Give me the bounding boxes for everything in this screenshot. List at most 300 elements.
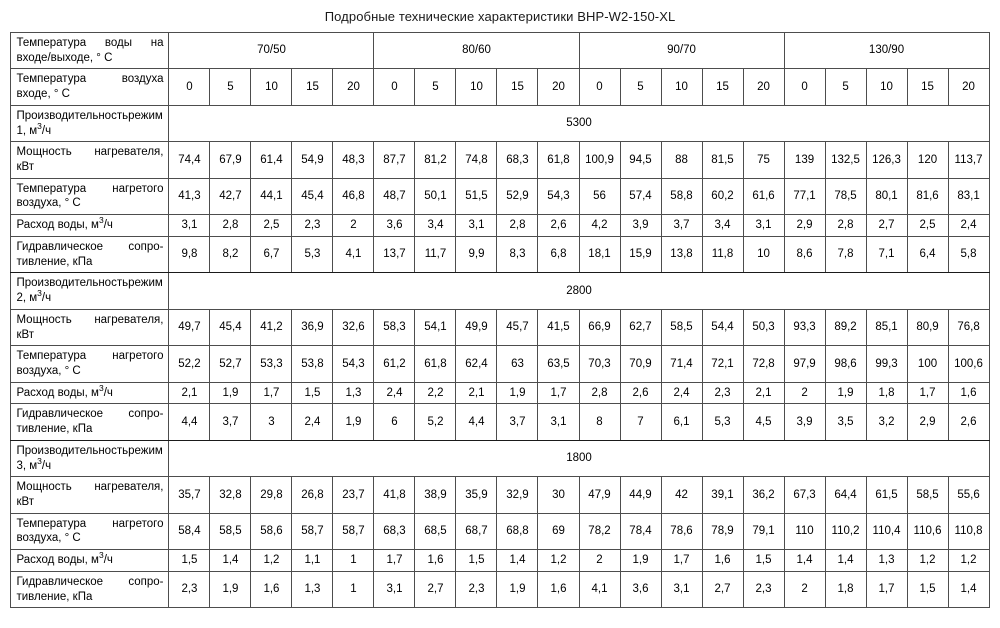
cell-water_flow-20: 2,4 <box>948 215 989 237</box>
cell-heated_air_temp-16: 77,1 <box>784 178 825 214</box>
cell-hydraulic_resistance-14: 2,7 <box>702 571 743 607</box>
cell-heated_air_temp-17: 110,2 <box>825 513 866 549</box>
cell-heated_air_temp-11: 78,2 <box>579 513 620 549</box>
cell-heater_power-18: 126,3 <box>866 142 907 178</box>
cell-water_flow-6: 2,4 <box>374 382 415 404</box>
cell-heated_air_temp-16: 110 <box>784 513 825 549</box>
cell-heated_air_temp-15: 61,6 <box>743 178 784 214</box>
cell-hydraulic_resistance-11: 18,1 <box>579 236 620 272</box>
cell-water_flow-14: 3,4 <box>702 215 743 237</box>
cell-heater_power-4: 26,8 <box>292 477 333 513</box>
cell-water_flow-2: 1,9 <box>210 382 251 404</box>
cell-water_flow-6: 3,6 <box>374 215 415 237</box>
cell-heater_power-16: 67,3 <box>784 477 825 513</box>
cell-heated_air_temp-1: 58,4 <box>169 513 210 549</box>
cell-water_flow-12: 1,9 <box>620 550 661 572</box>
water-temp-header-line-1: Температура воды на <box>16 37 164 49</box>
cell-heater_power-12: 62,7 <box>620 309 661 345</box>
cell-heater_power-16: 93,3 <box>784 309 825 345</box>
table-row <box>11 513 989 549</box>
heated-air-temp-label-line-1: Температура нагретого <box>16 182 164 195</box>
cell-water_flow-16: 1,4 <box>784 550 825 572</box>
cell-hydraulic_resistance-19: 6,4 <box>907 236 948 272</box>
capacity-mode-3-value: 1800 <box>169 440 989 476</box>
cell-heater_power-12: 94,5 <box>620 142 661 178</box>
capacity-label-line-1: Производительность <box>16 444 129 457</box>
cell-heater_power-2: 45,4 <box>210 309 251 345</box>
cell-hydraulic_resistance-14: 11,8 <box>702 236 743 272</box>
cell-hydraulic_resistance-19: 1,5 <box>907 571 948 607</box>
cell-hydraulic_resistance-6: 6 <box>374 404 415 440</box>
air-temp-col-13: 10 <box>661 69 702 105</box>
air-temp-col-9: 15 <box>497 69 538 105</box>
hydraulic-resistance-label <box>11 571 169 607</box>
cell-water_flow-4: 1,5 <box>292 382 333 404</box>
cell-hydraulic_resistance-6: 13,7 <box>374 236 415 272</box>
cell-hydraulic_resistance-6: 3,1 <box>374 571 415 607</box>
cell-heated_air_temp-14: 60,2 <box>702 178 743 214</box>
cell-heater_power-11: 47,9 <box>579 477 620 513</box>
water-temp-header-line-2: входе/выходе, ° С <box>16 51 113 64</box>
cell-hydraulic_resistance-20: 1,4 <box>948 571 989 607</box>
hydraulic-resistance-label-line-1: Гидравлическое сопро- <box>16 408 164 421</box>
cell-heated_air_temp-4: 58,7 <box>292 513 333 549</box>
cell-heated_air_temp-14: 72,1 <box>702 346 743 382</box>
cell-hydraulic_resistance-18: 3,2 <box>866 404 907 440</box>
cell-water_flow-12: 2,6 <box>620 382 661 404</box>
cell-heater_power-10: 61,8 <box>538 142 579 178</box>
cell-water_flow-3: 1,2 <box>251 550 292 572</box>
cell-heater_power-17: 64,4 <box>825 477 866 513</box>
cell-heated_air_temp-12: 70,9 <box>620 346 661 382</box>
cell-heater_power-16: 139 <box>784 142 825 178</box>
cell-hydraulic_resistance-7: 5,2 <box>415 404 456 440</box>
cell-heater_power-18: 85,1 <box>866 309 907 345</box>
cell-heated_air_temp-20: 110,8 <box>948 513 989 549</box>
cell-water_flow-8: 1,5 <box>456 550 497 572</box>
cell-heater_power-6: 58,3 <box>374 309 415 345</box>
heated-air-temp-label <box>11 178 169 214</box>
hydraulic-resistance-label <box>11 404 169 440</box>
cell-heated_air_temp-10: 63,5 <box>538 346 579 382</box>
heater-power-label <box>11 477 169 513</box>
capacity-label-line-1: Производительность <box>16 277 129 290</box>
water-flow-label-line-1: Расход воды, $м^3/ч$ <box>16 550 113 567</box>
cell-heater_power-3: 61,4 <box>251 142 292 178</box>
water-flow-label <box>11 215 169 237</box>
cell-hydraulic_resistance-18: 7,1 <box>866 236 907 272</box>
cell-heated_air_temp-9: 63 <box>497 346 538 382</box>
cell-water_flow-5: 2 <box>333 215 374 237</box>
cell-hydraulic_resistance-8: 9,9 <box>456 236 497 272</box>
cell-heated_air_temp-19: 110,6 <box>907 513 948 549</box>
air-temp-col-3: 10 <box>251 69 292 105</box>
cell-heater_power-7: 81,2 <box>415 142 456 178</box>
cell-hydraulic_resistance-2: 8,2 <box>210 236 251 272</box>
cell-hydraulic_resistance-16: 2 <box>784 571 825 607</box>
cell-hydraulic_resistance-2: 1,9 <box>210 571 251 607</box>
cell-heater_power-4: 36,9 <box>292 309 333 345</box>
heated-air-temp-label-line-1: Температура нагретого <box>16 517 164 530</box>
cell-water_flow-13: 2,4 <box>661 382 702 404</box>
table-row <box>11 178 989 214</box>
hydraulic-resistance-label-line-2: тивление, кПа <box>16 590 93 603</box>
cell-heated_air_temp-6: 48,7 <box>374 178 415 214</box>
air-temp-col-5: 20 <box>333 69 374 105</box>
cell-heated_air_temp-5: 46,8 <box>333 178 374 214</box>
cell-water_flow-11: 2 <box>579 550 620 572</box>
cell-water_flow-7: 3,4 <box>415 215 456 237</box>
cell-heated_air_temp-19: 81,6 <box>907 178 948 214</box>
table-row <box>11 215 989 237</box>
water-flow-label-line-1: Расход воды, $м^3/ч$ <box>16 382 113 399</box>
cell-heater_power-17: 132,5 <box>825 142 866 178</box>
cell-hydraulic_resistance-11: 4,1 <box>579 571 620 607</box>
cell-heated_air_temp-17: 78,5 <box>825 178 866 214</box>
cell-heater_power-15: 36,2 <box>743 477 784 513</box>
cell-hydraulic_resistance-17: 1,8 <box>825 571 866 607</box>
cell-hydraulic_resistance-17: 7,8 <box>825 236 866 272</box>
air-temp-col-7: 5 <box>415 69 456 105</box>
cell-hydraulic_resistance-4: 2,4 <box>292 404 333 440</box>
water-flow-label-line-1: Расход воды, $м^3/ч$ <box>16 215 113 232</box>
cell-water_flow-16: 2 <box>784 382 825 404</box>
cell-heater_power-11: 100,9 <box>579 142 620 178</box>
cell-water_flow-18: 2,7 <box>866 215 907 237</box>
hydraulic-resistance-label-line-2: тивление, кПа <box>16 255 93 268</box>
cell-water_flow-1: 2,1 <box>169 382 210 404</box>
table-row <box>11 309 989 345</box>
heater-power-label-line-2: кВт <box>16 495 35 508</box>
cell-heater_power-17: 89,2 <box>825 309 866 345</box>
cell-hydraulic_resistance-1: 9,8 <box>169 236 210 272</box>
capacity-label-line-1: Производительность <box>16 109 129 122</box>
cell-heater_power-20: 113,7 <box>948 142 989 178</box>
cell-heated_air_temp-8: 51,5 <box>456 178 497 214</box>
group-header-130-90: 130/90 <box>784 33 989 69</box>
cell-heated_air_temp-2: 42,7 <box>210 178 251 214</box>
cell-heater_power-20: 55,6 <box>948 477 989 513</box>
air-temp-header <box>11 69 169 105</box>
cell-heated_air_temp-12: 57,4 <box>620 178 661 214</box>
cell-water_flow-8: 3,1 <box>456 215 497 237</box>
cell-water_flow-4: 1,1 <box>292 550 333 572</box>
cell-hydraulic_resistance-5: 4,1 <box>333 236 374 272</box>
cell-hydraulic_resistance-12: 15,9 <box>620 236 661 272</box>
air-temp-col-18: 10 <box>866 69 907 105</box>
water-flow-label <box>11 382 169 404</box>
air-temp-col-11: 0 <box>579 69 620 105</box>
cell-hydraulic_resistance-12: 7 <box>620 404 661 440</box>
cell-water_flow-16: 2,9 <box>784 215 825 237</box>
cell-heater_power-1: 74,4 <box>169 142 210 178</box>
cell-hydraulic_resistance-9: 1,9 <box>497 571 538 607</box>
capacity-mode-2-value: 2800 <box>169 273 989 309</box>
air-temp-col-17: 5 <box>825 69 866 105</box>
water-temp-header <box>11 33 169 69</box>
table-row <box>11 571 989 607</box>
cell-hydraulic_resistance-16: 8,6 <box>784 236 825 272</box>
cell-heated_air_temp-17: 98,6 <box>825 346 866 382</box>
cell-heated_air_temp-11: 56 <box>579 178 620 214</box>
cell-water_flow-2: 1,4 <box>210 550 251 572</box>
cell-water_flow-5: 1 <box>333 550 374 572</box>
hydraulic-resistance-label <box>11 236 169 272</box>
air-temp-col-14: 15 <box>702 69 743 105</box>
cell-hydraulic_resistance-4: 1,3 <box>292 571 333 607</box>
cell-heated_air_temp-5: 58,7 <box>333 513 374 549</box>
cell-water_flow-17: 1,4 <box>825 550 866 572</box>
cell-heated_air_temp-10: 69 <box>538 513 579 549</box>
capacity-mode-1-label <box>11 105 169 141</box>
cell-heater_power-8: 74,8 <box>456 142 497 178</box>
cell-heater_power-19: 120 <box>907 142 948 178</box>
table-body <box>11 33 989 608</box>
cell-heater_power-14: 54,4 <box>702 309 743 345</box>
table-row <box>11 550 989 572</box>
heated-air-temp-label-line-2: воздуха, ° С <box>16 364 81 377</box>
page-title: Подробные технические характеристики BHP-W2-150-XL <box>324 9 676 24</box>
cell-hydraulic_resistance-8: 4,4 <box>456 404 497 440</box>
cell-water_flow-19: 2,5 <box>907 215 948 237</box>
cell-hydraulic_resistance-8: 2,3 <box>456 571 497 607</box>
air-temp-col-19: 15 <box>907 69 948 105</box>
air-temp-col-1: 0 <box>169 69 210 105</box>
cell-heated_air_temp-15: 79,1 <box>743 513 784 549</box>
cell-hydraulic_resistance-2: 3,7 <box>210 404 251 440</box>
cell-heater_power-12: 44,9 <box>620 477 661 513</box>
air-temp-col-10: 20 <box>538 69 579 105</box>
group-header-70-50: 70/50 <box>169 33 374 69</box>
cell-water_flow-5: 1,3 <box>333 382 374 404</box>
cell-heated_air_temp-9: 52,9 <box>497 178 538 214</box>
cell-heated_air_temp-10: 54,3 <box>538 178 579 214</box>
cell-water_flow-10: 1,2 <box>538 550 579 572</box>
cell-heated_air_temp-13: 71,4 <box>661 346 702 382</box>
cell-heated_air_temp-18: 80,1 <box>866 178 907 214</box>
cell-water_flow-2: 2,8 <box>210 215 251 237</box>
cell-water_flow-11: 2,8 <box>579 382 620 404</box>
cell-hydraulic_resistance-7: 11,7 <box>415 236 456 272</box>
cell-hydraulic_resistance-5: 1,9 <box>333 404 374 440</box>
cell-hydraulic_resistance-19: 2,9 <box>907 404 948 440</box>
air-temp-col-6: 0 <box>374 69 415 105</box>
cell-heater_power-20: 76,8 <box>948 309 989 345</box>
cell-heater_power-5: 23,7 <box>333 477 374 513</box>
cell-water_flow-18: 1,3 <box>866 550 907 572</box>
cell-water_flow-17: 1,9 <box>825 382 866 404</box>
cell-heater_power-8: 49,9 <box>456 309 497 345</box>
cell-water_flow-14: 2,3 <box>702 382 743 404</box>
cell-heater_power-10: 30 <box>538 477 579 513</box>
cell-heater_power-2: 32,8 <box>210 477 251 513</box>
air-temp-col-12: 5 <box>620 69 661 105</box>
cell-water_flow-15: 2,1 <box>743 382 784 404</box>
air-temp-col-8: 10 <box>456 69 497 105</box>
cell-water_flow-14: 1,6 <box>702 550 743 572</box>
air-temp-col-2: 5 <box>210 69 251 105</box>
cell-water_flow-19: 1,2 <box>907 550 948 572</box>
cell-heated_air_temp-2: 58,5 <box>210 513 251 549</box>
hydraulic-resistance-label-line-1: Гидравлическое сопро- <box>16 575 164 588</box>
cell-hydraulic_resistance-16: 3,9 <box>784 404 825 440</box>
cell-water_flow-20: 1,2 <box>948 550 989 572</box>
cell-water_flow-11: 4,2 <box>579 215 620 237</box>
cell-heated_air_temp-7: 61,8 <box>415 346 456 382</box>
cell-heater_power-15: 75 <box>743 142 784 178</box>
cell-heater_power-19: 58,5 <box>907 477 948 513</box>
cell-heated_air_temp-1: 52,2 <box>169 346 210 382</box>
cell-heater_power-1: 49,7 <box>169 309 210 345</box>
heater-power-label-line-1: Мощность нагревателя, <box>16 481 164 494</box>
cell-water_flow-10: 1,7 <box>538 382 579 404</box>
air-temp-header-line-1: Температура воздуха <box>16 73 164 86</box>
capacity-label-line-2: режим 2, $м^3/ч$ <box>16 277 163 305</box>
cell-heated_air_temp-4: 53,8 <box>292 346 333 382</box>
heated-air-temp-label-line-1: Температура нагретого <box>16 350 164 363</box>
cell-heated_air_temp-3: 58,6 <box>251 513 292 549</box>
cell-hydraulic_resistance-3: 3 <box>251 404 292 440</box>
cell-water_flow-8: 2,1 <box>456 382 497 404</box>
cell-water_flow-12: 3,9 <box>620 215 661 237</box>
group-header-90-70: 90/70 <box>579 33 784 69</box>
heater-power-label-line-2: кВт <box>16 328 35 341</box>
cell-hydraulic_resistance-11: 8 <box>579 404 620 440</box>
cell-hydraulic_resistance-7: 2,7 <box>415 571 456 607</box>
cell-water_flow-13: 1,7 <box>661 550 702 572</box>
cell-hydraulic_resistance-10: 1,6 <box>538 571 579 607</box>
hydraulic-resistance-label-line-1: Гидравлическое сопро- <box>16 240 164 253</box>
cell-hydraulic_resistance-20: 2,6 <box>948 404 989 440</box>
cell-heated_air_temp-7: 50,1 <box>415 178 456 214</box>
table-row <box>11 404 989 440</box>
cell-hydraulic_resistance-3: 6,7 <box>251 236 292 272</box>
cell-heated_air_temp-8: 62,4 <box>456 346 497 382</box>
cell-heated_air_temp-14: 78,9 <box>702 513 743 549</box>
cell-hydraulic_resistance-3: 1,6 <box>251 571 292 607</box>
cell-heater_power-15: 50,3 <box>743 309 784 345</box>
cell-heated_air_temp-13: 58,8 <box>661 178 702 214</box>
cell-heater_power-14: 81,5 <box>702 142 743 178</box>
cell-heater_power-14: 39,1 <box>702 477 743 513</box>
cell-heated_air_temp-6: 68,3 <box>374 513 415 549</box>
water-flow-label <box>11 550 169 572</box>
air-temp-col-20: 20 <box>948 69 989 105</box>
cell-heater_power-13: 58,5 <box>661 309 702 345</box>
air-temp-col-16: 0 <box>784 69 825 105</box>
cell-heated_air_temp-15: 72,8 <box>743 346 784 382</box>
cell-hydraulic_resistance-17: 3,5 <box>825 404 866 440</box>
cell-hydraulic_resistance-5: 1 <box>333 571 374 607</box>
cell-water_flow-1: 1,5 <box>169 550 210 572</box>
table-row <box>11 142 989 178</box>
cell-water_flow-20: 1,6 <box>948 382 989 404</box>
heater-power-label <box>11 309 169 345</box>
cell-heater_power-2: 67,9 <box>210 142 251 178</box>
cell-water_flow-3: 1,7 <box>251 382 292 404</box>
cell-water_flow-7: 1,6 <box>415 550 456 572</box>
heater-power-label-line-1: Мощность нагревателя, <box>16 146 164 159</box>
cell-heater_power-4: 54,9 <box>292 142 333 178</box>
table-row <box>11 477 989 513</box>
cell-hydraulic_resistance-15: 10 <box>743 236 784 272</box>
cell-hydraulic_resistance-9: 8,3 <box>497 236 538 272</box>
cell-hydraulic_resistance-15: 4,5 <box>743 404 784 440</box>
cell-water_flow-4: 2,3 <box>292 215 333 237</box>
heater-power-label-line-1: Мощность нагревателя, <box>16 313 164 326</box>
cell-heater_power-9: 68,3 <box>497 142 538 178</box>
capacity-mode-3-label <box>11 440 169 476</box>
heated-air-temp-label <box>11 513 169 549</box>
cell-water_flow-9: 2,8 <box>497 215 538 237</box>
cell-heated_air_temp-2: 52,7 <box>210 346 251 382</box>
cell-water_flow-13: 3,7 <box>661 215 702 237</box>
cell-heater_power-9: 45,7 <box>497 309 538 345</box>
cell-hydraulic_resistance-20: 5,8 <box>948 236 989 272</box>
cell-heated_air_temp-18: 110,4 <box>866 513 907 549</box>
cell-water_flow-17: 2,8 <box>825 215 866 237</box>
capacity-label-line-2: режим 1, $м^3/ч$ <box>16 109 163 137</box>
cell-heater_power-5: 48,3 <box>333 142 374 178</box>
cell-water_flow-7: 2,2 <box>415 382 456 404</box>
cell-heater_power-7: 38,9 <box>415 477 456 513</box>
cell-heated_air_temp-9: 68,8 <box>497 513 538 549</box>
cell-heated_air_temp-19: 100 <box>907 346 948 382</box>
cell-heater_power-1: 35,7 <box>169 477 210 513</box>
cell-heated_air_temp-1: 41,3 <box>169 178 210 214</box>
cell-heated_air_temp-7: 68,5 <box>415 513 456 549</box>
heater-power-label-line-2: кВт <box>16 161 35 174</box>
cell-water_flow-3: 2,5 <box>251 215 292 237</box>
cell-heated_air_temp-20: 83,1 <box>948 178 989 214</box>
cell-water_flow-1: 3,1 <box>169 215 210 237</box>
specifications-table <box>10 32 989 608</box>
cell-hydraulic_resistance-18: 1,7 <box>866 571 907 607</box>
group-header-80-60: 80/60 <box>374 33 579 69</box>
cell-hydraulic_resistance-9: 3,7 <box>497 404 538 440</box>
cell-water_flow-19: 1,7 <box>907 382 948 404</box>
cell-hydraulic_resistance-13: 3,1 <box>661 571 702 607</box>
cell-heated_air_temp-11: 70,3 <box>579 346 620 382</box>
cell-heated_air_temp-3: 53,3 <box>251 346 292 382</box>
cell-heated_air_temp-6: 61,2 <box>374 346 415 382</box>
heated-air-temp-label-line-2: воздуха, ° С <box>16 532 81 545</box>
heated-air-temp-label-line-2: воздуха, ° С <box>16 197 81 210</box>
cell-water_flow-18: 1,8 <box>866 382 907 404</box>
cell-heater_power-9: 32,9 <box>497 477 538 513</box>
cell-heated_air_temp-12: 78,4 <box>620 513 661 549</box>
heated-air-temp-label <box>11 346 169 382</box>
cell-water_flow-15: 1,5 <box>743 550 784 572</box>
air-temp-col-15: 20 <box>743 69 784 105</box>
cell-heated_air_temp-3: 44,1 <box>251 178 292 214</box>
cell-heater_power-5: 32,6 <box>333 309 374 345</box>
cell-hydraulic_resistance-4: 5,3 <box>292 236 333 272</box>
hydraulic-resistance-label-line-2: тивление, кПа <box>16 423 93 436</box>
cell-hydraulic_resistance-12: 3,6 <box>620 571 661 607</box>
cell-heated_air_temp-16: 97,9 <box>784 346 825 382</box>
cell-heater_power-10: 41,5 <box>538 309 579 345</box>
cell-heater_power-6: 41,8 <box>374 477 415 513</box>
capacity-label-line-2: режим 3, $м^3/ч$ <box>16 444 163 472</box>
cell-water_flow-10: 2,6 <box>538 215 579 237</box>
cell-water_flow-9: 1,9 <box>497 382 538 404</box>
cell-water_flow-9: 1,4 <box>497 550 538 572</box>
cell-hydraulic_resistance-13: 6,1 <box>661 404 702 440</box>
cell-heater_power-6: 87,7 <box>374 142 415 178</box>
capacity-mode-1-value: 5300 <box>169 105 989 141</box>
cell-water_flow-15: 3,1 <box>743 215 784 237</box>
